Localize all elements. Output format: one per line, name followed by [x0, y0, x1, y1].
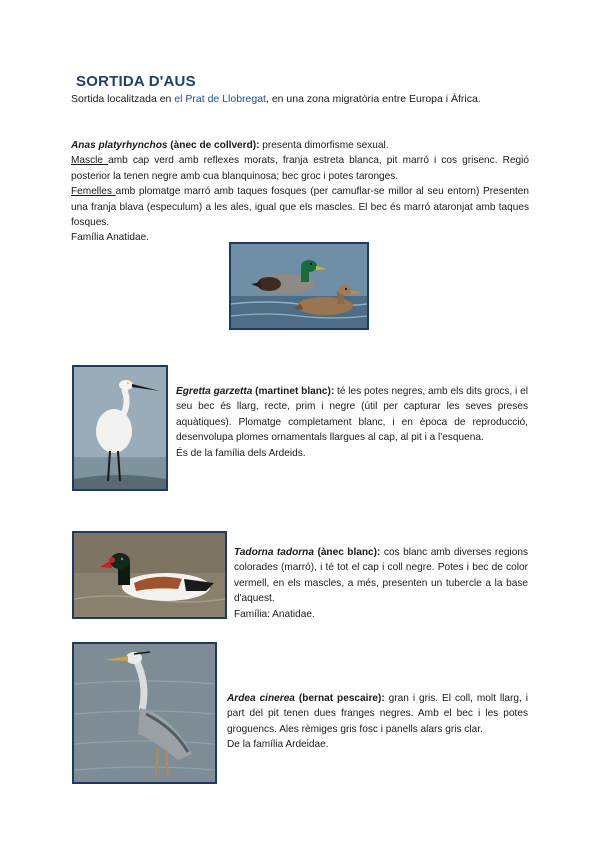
shelduck-photo [72, 531, 227, 619]
bird-latin-name: Tadorna tadorna [234, 547, 314, 558]
male-label: Mascle [71, 155, 109, 167]
intro-text [71, 93, 541, 105]
bird-family: De la família Ardeidae. [227, 739, 329, 751]
bird-entry-egret [176, 384, 528, 461]
mallard-heading-line [71, 138, 529, 153]
bird-family: Família Anatidae. [71, 232, 149, 244]
bird-description: té les potes negres, amb els dits grocs, i el seu bec és llarg, recte, prim i negre (útil per capturar les seves preses aquàtiques). Plomatge completament blanc, i en època de reproducció, desenvolupa plomes ornamentals llargues al cap, al pit i a l'esquena. [176, 386, 528, 444]
bird-common-name: (martinet blanc): [255, 386, 335, 397]
page-title: SORTIDA D'AUS [76, 73, 196, 90]
bird-common-name: (ànec blanc): [317, 547, 381, 558]
female-label: Femelles [71, 186, 116, 198]
mallard-photo [229, 242, 369, 330]
intro-after: , en una zona migratòria entre Europa i Àfrica. [265, 93, 481, 105]
location-link[interactable]: el Prat de Llobregat [174, 93, 266, 105]
heron-photo [72, 642, 217, 784]
bird-latin-name: Anas platyrhynchos [71, 140, 168, 151]
egret-photo [72, 365, 168, 491]
male-text: amb cap verd amb reflexes morats, franja estreta blanca, pit marró i cos grisenc. Regió posterior la tenen negre amb cua blanquinosa; bec groc i potes taronges. [71, 155, 529, 182]
bird-common-name: (ànec de collverd): [170, 140, 260, 151]
intro-before: Sortida localitzada en [71, 93, 175, 105]
male-description [71, 153, 529, 184]
bird-family: És de la família dels Ardeids. [176, 447, 306, 459]
bird-entry-heron [227, 691, 528, 753]
bird-latin-name: Ardea cinerea [227, 693, 295, 704]
bird-entry-shelduck [234, 545, 528, 622]
female-description [71, 184, 529, 230]
bird-description: cos blanc amb diverses regions colorades (marró), i té tot el cap i coll negre. Potes i bec de color vermell, en els mascles, a més, presenten un tubercle a la base d'aquest. [234, 547, 529, 605]
bird-common-name: (bernat pescaire): [298, 693, 385, 704]
bird-family: Família: Anatidae. [234, 608, 315, 620]
bird-description: gran i gris. El coll, molt llarg, i part del pit tenen dues franges negres. Amb el bec i les potes groguencs. Ales rèmiges gris fosc i panells alars gris clar. [227, 693, 528, 735]
female-text: amb plomatge marró amb taques fosques (per camuflar-se millor al seu entorn) Presenten una franja blava (especulum) a les ales, igual que els mascles. El bec és marró ataronjat amb taques fosques. [71, 186, 529, 229]
bird-description: presenta dimorfisme sexual. [259, 140, 389, 151]
bird-entry-mallard [71, 138, 529, 246]
bird-latin-name: Egretta garzetta [176, 386, 253, 397]
